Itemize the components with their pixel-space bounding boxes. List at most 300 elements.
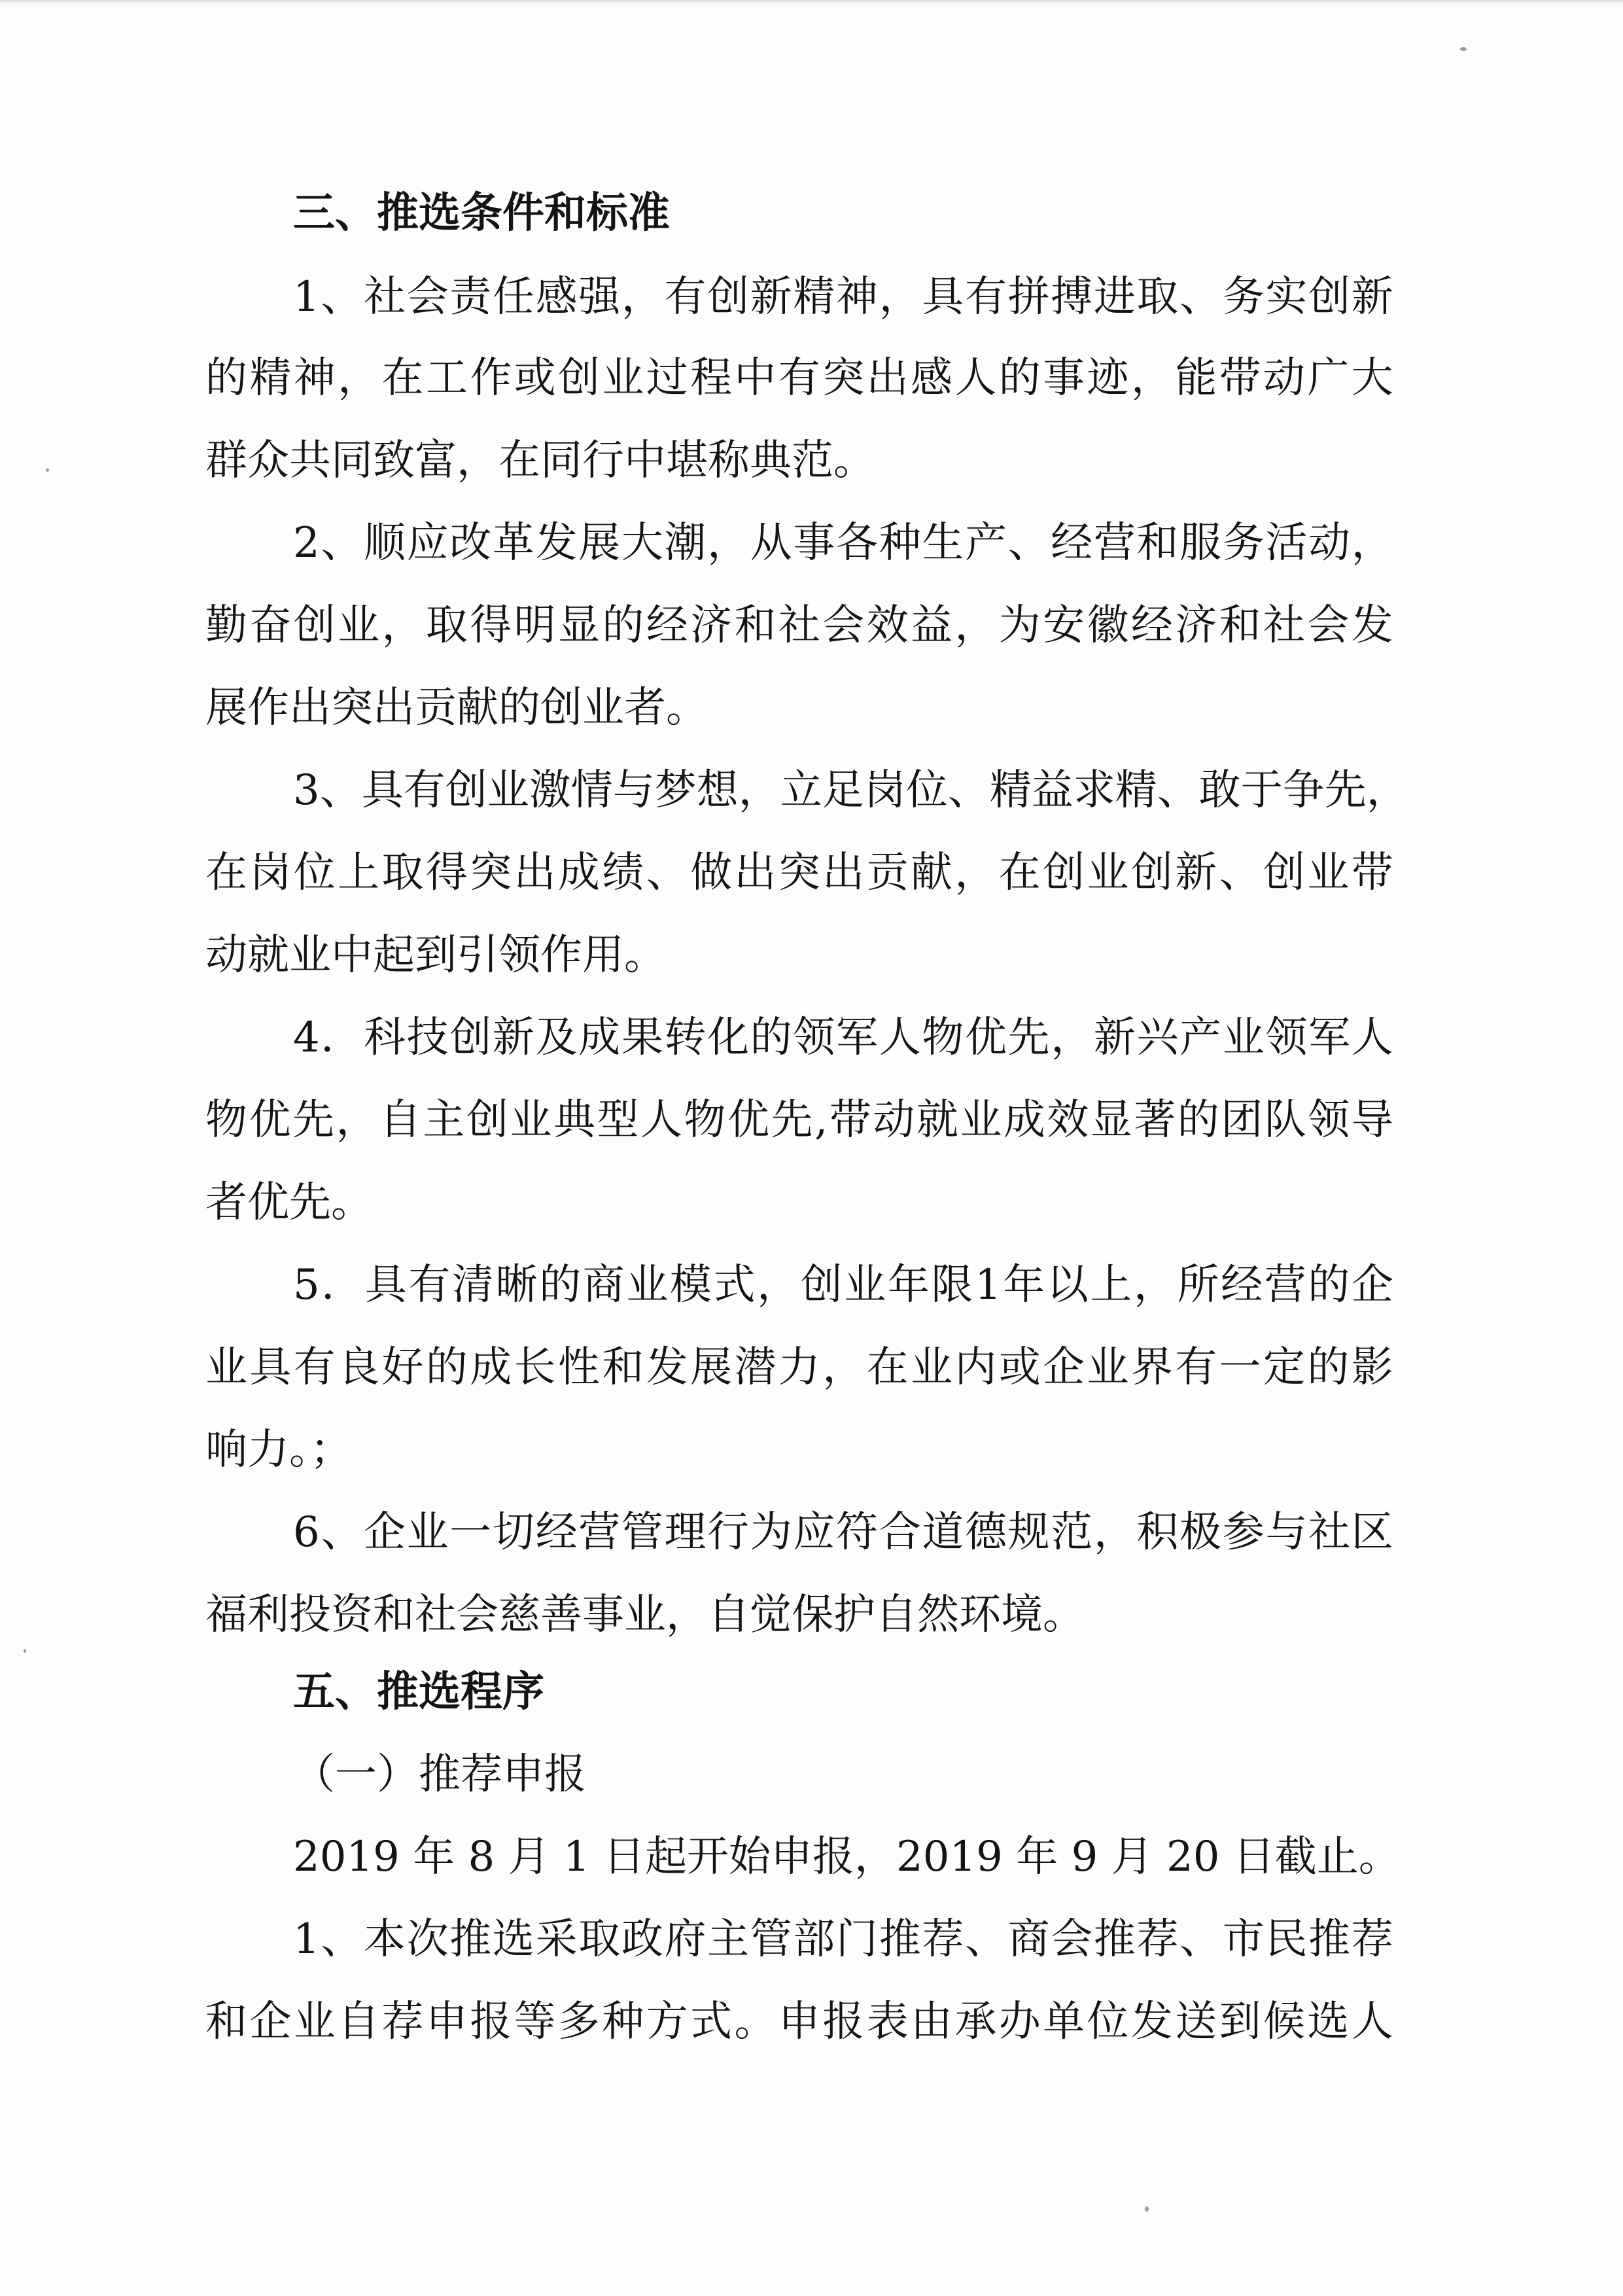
glyph: 立: [780, 766, 822, 815]
glyph: 事: [793, 519, 835, 567]
glyph: 清: [452, 1261, 495, 1309]
glyph: 管: [750, 1915, 792, 1964]
glyph: 府: [664, 1915, 707, 1964]
glyph: 经: [1130, 601, 1173, 650]
glyph: 新: [1093, 1014, 1136, 1062]
glyph: 经: [535, 1508, 578, 1557]
glyph: 程: [690, 354, 733, 402]
glyph: 展: [578, 519, 621, 567]
glyph: 的: [425, 1343, 468, 1392]
glyph: 责: [449, 273, 492, 321]
glyph: 、: [321, 519, 363, 567]
glyph: 感: [535, 273, 578, 321]
glyph: 岗: [864, 766, 906, 815]
glyph: 迹: [1087, 354, 1129, 402]
glyph: 具: [364, 1261, 407, 1309]
glyph: 部: [793, 1915, 835, 1964]
glyph: 力: [778, 1343, 820, 1392]
glyph: 梦: [654, 766, 697, 815]
glyph: 会: [822, 601, 865, 650]
glyph: 晰: [495, 1261, 538, 1309]
glyph: 应: [406, 519, 449, 567]
glyph: 想: [696, 766, 739, 815]
glyph: 次: [406, 1915, 449, 1964]
glyph: 的: [1308, 1261, 1350, 1309]
glyph: 有: [403, 766, 445, 815]
glyph: 单: [1043, 1998, 1085, 2046]
glyph: 在: [381, 354, 424, 402]
glyph: 门: [836, 1915, 879, 1964]
glyph: 出: [734, 849, 777, 897]
glyph: 符: [836, 1508, 879, 1557]
glyph: 业: [1087, 1343, 1129, 1392]
glyph: 生: [922, 519, 964, 567]
glyph: 搏: [1051, 273, 1093, 321]
glyph: 显: [558, 601, 600, 650]
glyph: 业: [602, 354, 644, 402]
glyph: 与: [612, 766, 655, 815]
glyph: 为: [998, 601, 1041, 650]
glyph: 一: [449, 1508, 492, 1557]
glyph: 模: [669, 1261, 712, 1309]
glyph: 突: [470, 849, 512, 897]
glyph: 就: [916, 1096, 958, 1144]
glyph: 的: [205, 354, 247, 402]
glyph: 取: [381, 849, 424, 897]
glyph: 企: [249, 1998, 292, 2046]
glyph: 显: [1090, 1096, 1132, 1144]
glyph: 有: [293, 1343, 336, 1392]
glyph: 创: [1043, 849, 1085, 897]
glyph: 限: [931, 1261, 973, 1309]
glyph: 良: [338, 1343, 380, 1392]
glyph: 突: [822, 354, 865, 402]
glyph: 选: [492, 1915, 534, 1964]
glyph: 创: [707, 273, 750, 321]
glyph: 上: [1090, 1261, 1132, 1309]
criteria-item-6-line-2: 福利投资和社会慈善事业，自觉保护自然环境。: [205, 1591, 1085, 1639]
glyph: 的: [750, 1014, 792, 1062]
glyph: 、: [321, 1508, 363, 1557]
glyph: 营: [1264, 1261, 1306, 1309]
glyph: 取: [1136, 273, 1179, 321]
glyph: 济: [690, 601, 733, 650]
glyph: 到: [1219, 1998, 1261, 2046]
glyph: 各: [836, 519, 879, 567]
glyph: 切: [492, 1508, 534, 1557]
glyph: 位: [293, 849, 336, 897]
criteria-item-1-line-2: [205, 352, 1393, 404]
glyph: 发: [646, 1343, 688, 1392]
glyph: 种: [602, 1998, 644, 2046]
glyph: 著: [1134, 1096, 1176, 1144]
glyph: 方: [646, 1998, 688, 2046]
glyph: 性: [558, 1343, 600, 1392]
glyph: 优: [727, 1096, 769, 1144]
glyph: 精: [1115, 766, 1157, 815]
glyph: 人: [954, 354, 997, 402]
glyph: 或: [998, 1343, 1041, 1392]
glyph: 突: [778, 849, 820, 897]
glyph: ，: [879, 273, 921, 321]
glyph: ，: [336, 1096, 378, 1144]
criteria-item-4-line-1: [293, 1012, 1393, 1064]
glyph: 业: [487, 766, 529, 815]
criteria-item-5-line-1: [293, 1259, 1393, 1311]
glyph: ，: [1366, 766, 1408, 815]
glyph: 新: [1351, 273, 1393, 321]
glyph: 激: [529, 766, 571, 815]
glyph: 创: [1308, 273, 1351, 321]
glyph: ,: [814, 1096, 828, 1144]
glyph: 事: [1043, 354, 1085, 402]
glyph: 参: [1222, 1508, 1265, 1557]
glyph: 具: [922, 273, 964, 321]
glyph: 以: [1046, 1261, 1089, 1309]
glyph: 业: [911, 1343, 952, 1392]
glyph: 感: [911, 354, 952, 402]
glyph: 产: [964, 519, 1007, 567]
glyph: 团: [1221, 1096, 1263, 1144]
glyph: 先: [292, 1096, 334, 1144]
glyph: 服: [1179, 519, 1222, 567]
glyph: 有: [408, 1261, 451, 1309]
glyph: 由: [911, 1998, 952, 2046]
glyph: 物: [205, 1096, 247, 1144]
glyph: 果: [621, 1014, 663, 1062]
glyph: 先: [771, 1096, 813, 1144]
glyph: 上: [338, 849, 380, 897]
glyph: 取: [578, 1915, 621, 1964]
glyph: 业: [1087, 849, 1129, 897]
glyph: 的: [998, 354, 1041, 402]
glyph: 创: [558, 354, 600, 402]
glyph: 科: [364, 1014, 406, 1062]
glyph: 在: [205, 849, 247, 897]
scan-speck: [24, 1649, 26, 1653]
glyph: 式: [713, 1261, 756, 1309]
glyph: 领: [793, 1014, 835, 1062]
glyph: 动: [873, 1096, 915, 1144]
application-period-line: 2019 年 8 月 1 日起开始申报，2019 年 9 月 20 日截止。: [293, 1833, 1401, 1881]
glyph: 好: [381, 1343, 424, 1392]
glyph: 多: [558, 1998, 600, 2046]
glyph: 规: [1007, 1508, 1050, 1557]
section-heading-procedure: 五、推选程序: [293, 1668, 544, 1716]
glyph: 或: [514, 354, 556, 402]
glyph: ，: [738, 766, 780, 815]
glyph: 的: [1307, 1343, 1350, 1392]
glyph: 潮: [664, 519, 707, 567]
glyph: 献: [911, 849, 952, 897]
glyph: 务: [1222, 519, 1265, 567]
criteria-item-2-line-3: 展作出突出贡献的创业者。: [205, 684, 708, 732]
glyph: 新: [750, 273, 792, 321]
glyph: 作: [470, 354, 512, 402]
glyph: 效: [866, 601, 909, 650]
glyph: 业: [960, 1096, 1002, 1144]
glyph: 人: [879, 1014, 921, 1062]
glyph: 推: [879, 1915, 921, 1964]
glyph: ．: [321, 1014, 363, 1062]
glyph: ，: [1351, 519, 1393, 567]
glyph: 业: [626, 1261, 669, 1309]
glyph: 2: [293, 519, 320, 567]
glyph: 益: [911, 601, 952, 650]
glyph: 报: [822, 1998, 865, 2046]
glyph: 神: [293, 354, 336, 402]
glyph: 主: [423, 1096, 465, 1144]
glyph: 创: [800, 1261, 843, 1309]
glyph: 、: [947, 766, 990, 815]
glyph: 合: [879, 1508, 921, 1557]
procedure-item-1-line-1: [293, 1913, 1393, 1966]
glyph: 济: [1175, 601, 1217, 650]
glyph: 贡: [866, 849, 909, 897]
glyph: 带: [829, 1096, 871, 1144]
glyph: 创: [466, 1096, 508, 1144]
glyph: 求: [1073, 766, 1115, 815]
glyph: 申: [425, 1998, 468, 2046]
glyph: 管: [621, 1508, 663, 1557]
glyph: 报: [470, 1998, 512, 2046]
glyph: 政: [621, 1915, 663, 1964]
glyph: 精: [793, 273, 835, 321]
glyph: 动: [1263, 354, 1305, 402]
glyph: 在: [998, 849, 1041, 897]
glyph: 选: [1307, 1998, 1350, 2046]
glyph: 申: [778, 1998, 820, 2046]
glyph: 导: [1351, 1096, 1393, 1144]
glyph: 、: [964, 1915, 1007, 1964]
criteria-item-2-line-2: [205, 599, 1393, 652]
glyph: ，: [338, 354, 380, 402]
glyph: 大: [621, 519, 663, 567]
glyph: 展: [690, 1343, 733, 1392]
glyph: 中: [734, 354, 777, 402]
glyph: 和: [602, 1343, 644, 1392]
glyph: 明: [514, 601, 556, 650]
glyph: 业: [205, 1343, 247, 1392]
glyph: 发: [535, 519, 578, 567]
glyph: 为: [750, 1508, 792, 1557]
glyph: 人: [1351, 1998, 1393, 2046]
glyph: 范: [1051, 1508, 1093, 1557]
glyph: 物: [922, 1014, 964, 1062]
glyph: 业: [406, 1508, 449, 1557]
glyph: 潜: [734, 1343, 777, 1392]
glyph: 业: [1222, 1014, 1265, 1062]
glyph: 商: [582, 1261, 625, 1309]
glyph: 顺: [364, 519, 406, 567]
scan-speck: [1145, 2206, 1149, 2212]
glyph: 典: [553, 1096, 595, 1144]
glyph: 出: [866, 354, 909, 402]
glyph: 任: [492, 273, 534, 321]
glyph: 社: [778, 601, 820, 650]
section-heading-criteria: 三、推选条件和标准: [293, 189, 670, 238]
glyph: 革: [492, 519, 534, 567]
glyph: 改: [449, 519, 492, 567]
criteria-item-1-line-3: 群众共同致富，在同行中堪称典范。: [205, 436, 875, 485]
criteria-item-3-line-1: [293, 764, 1408, 817]
criteria-item-3-line-3: 动就业中起到引领作用。: [205, 931, 666, 980]
glyph: 和: [205, 1998, 247, 2046]
glyph: 带: [1351, 849, 1393, 897]
glyph: 所: [1177, 1261, 1219, 1309]
glyph: ，: [954, 601, 997, 650]
glyph: 敢: [1198, 766, 1241, 815]
glyph: 6: [293, 1508, 320, 1557]
criteria-item-2-line-1: [293, 517, 1393, 569]
glyph: 位: [905, 766, 948, 815]
glyph: 荐: [922, 1915, 964, 1964]
glyph: 足: [822, 766, 864, 815]
glyph: 理: [664, 1508, 707, 1557]
glyph: 精: [989, 766, 1032, 815]
glyph: 自: [338, 1998, 380, 2046]
glyph: 领: [1308, 1096, 1350, 1144]
glyph: 民: [1265, 1915, 1308, 1964]
glyph: 发: [1130, 1998, 1173, 2046]
glyph: 经: [1221, 1261, 1263, 1309]
glyph: 拼: [1007, 273, 1050, 321]
glyph: 年: [1003, 1261, 1045, 1309]
glyph: ，: [757, 1261, 799, 1309]
glyph: 应: [793, 1508, 835, 1557]
glyph: 推: [449, 1915, 492, 1964]
glyph: 人: [640, 1096, 682, 1144]
glyph: 行: [707, 1508, 750, 1557]
glyph: 承: [954, 1998, 997, 2046]
glyph: 物: [684, 1096, 726, 1144]
glyph: 进: [1093, 273, 1136, 321]
glyph: 区: [1351, 1508, 1393, 1557]
glyph: 社: [1263, 601, 1305, 650]
glyph: 出: [514, 849, 556, 897]
glyph: 、: [646, 849, 688, 897]
glyph: 发: [1351, 601, 1393, 650]
glyph: 、: [1219, 849, 1261, 897]
glyph: 化: [707, 1014, 750, 1062]
glyph: 得: [470, 601, 512, 650]
glyph: 长: [514, 1343, 556, 1392]
glyph: 荐: [381, 1998, 424, 2046]
criteria-item-5-line-3: 响力。；: [205, 1426, 352, 1474]
glyph: ，: [822, 1343, 865, 1392]
glyph: 荐: [1136, 1915, 1179, 1964]
glyph: 候: [1263, 1998, 1305, 2046]
glyph: 绩: [602, 849, 644, 897]
glyph: 队: [1264, 1096, 1306, 1144]
glyph: 业: [510, 1096, 552, 1144]
glyph: ，: [707, 519, 750, 567]
glyph: 极: [1179, 1508, 1222, 1557]
glyph: 大: [1351, 354, 1393, 402]
glyph: 积: [1136, 1508, 1179, 1557]
glyph: 有: [778, 354, 820, 402]
glyph: 企: [364, 1508, 406, 1557]
glyph: 军: [836, 1014, 879, 1062]
glyph: 与: [1265, 1508, 1308, 1557]
glyph: 4: [293, 1014, 320, 1062]
glyph: 实: [1265, 273, 1308, 321]
subsection-heading-nomination: （一）推荐申报: [293, 1750, 586, 1799]
glyph: 成: [578, 1014, 621, 1062]
glyph: 、: [1157, 766, 1199, 815]
glyph: 推: [1308, 1915, 1351, 1964]
glyph: 式: [690, 1998, 733, 2046]
glyph: 的: [1177, 1096, 1219, 1144]
glyph: 1: [974, 1261, 1002, 1309]
glyph: 徽: [1087, 601, 1129, 650]
glyph: 等: [514, 1998, 556, 2046]
glyph: 具: [249, 1343, 292, 1392]
glyph: 和: [734, 601, 777, 650]
glyph: 成: [470, 1343, 512, 1392]
glyph: 业: [1307, 849, 1350, 897]
glyph: 1: [293, 1915, 320, 1964]
glyph: 新: [492, 1014, 534, 1062]
glyph: 主: [707, 1915, 750, 1964]
glyph: 出: [822, 849, 865, 897]
glyph: 岗: [249, 849, 292, 897]
glyph: 益: [1031, 766, 1073, 815]
glyph: 创: [445, 766, 487, 815]
glyph: ，: [621, 273, 663, 321]
glyph: 争: [1282, 766, 1325, 815]
glyph: 创: [1130, 849, 1173, 897]
glyph: 。: [734, 1998, 777, 2046]
glyph: 企: [1351, 1261, 1393, 1309]
scan-edge: [0, 0, 1623, 4]
glyph: 有: [964, 273, 1007, 321]
glyph: 取: [425, 601, 468, 650]
procedure-item-1-line-2: [205, 1996, 1393, 2048]
glyph: 办: [998, 1998, 1041, 2046]
glyph: 兴: [1136, 1014, 1179, 1062]
glyph: 营: [1093, 519, 1136, 567]
glyph: 军: [1308, 1014, 1351, 1062]
criteria-item-4-line-3: 者优先。: [205, 1178, 373, 1227]
glyph: 商: [1007, 1915, 1050, 1964]
glyph: 一: [1219, 1343, 1261, 1392]
glyph: 勤: [205, 601, 247, 650]
glyph: 从: [750, 519, 792, 567]
criteria-item-6-line-1: [293, 1506, 1393, 1559]
glyph: 送: [1175, 1998, 1217, 2046]
glyph: 能: [1175, 354, 1217, 402]
glyph: 营: [578, 1508, 621, 1557]
glyph: 荐: [1351, 1915, 1393, 1964]
glyph: 、: [1179, 1915, 1222, 1964]
glyph: 的: [602, 601, 644, 650]
glyph: 做: [690, 849, 733, 897]
glyph: 成: [558, 849, 600, 897]
glyph: ，: [1130, 354, 1173, 402]
glyph: 经: [646, 601, 688, 650]
glyph: 会: [1051, 1915, 1093, 1964]
glyph: 神: [836, 273, 879, 321]
glyph: 企: [1043, 1343, 1085, 1392]
glyph: 先: [1007, 1014, 1050, 1062]
glyph: 5: [293, 1261, 320, 1309]
criteria-item-5-line-2: [205, 1341, 1393, 1394]
glyph: 界: [1130, 1343, 1173, 1392]
glyph: ，: [381, 601, 424, 650]
glyph: 成: [1003, 1096, 1045, 1144]
glyph: 在: [866, 1343, 909, 1392]
